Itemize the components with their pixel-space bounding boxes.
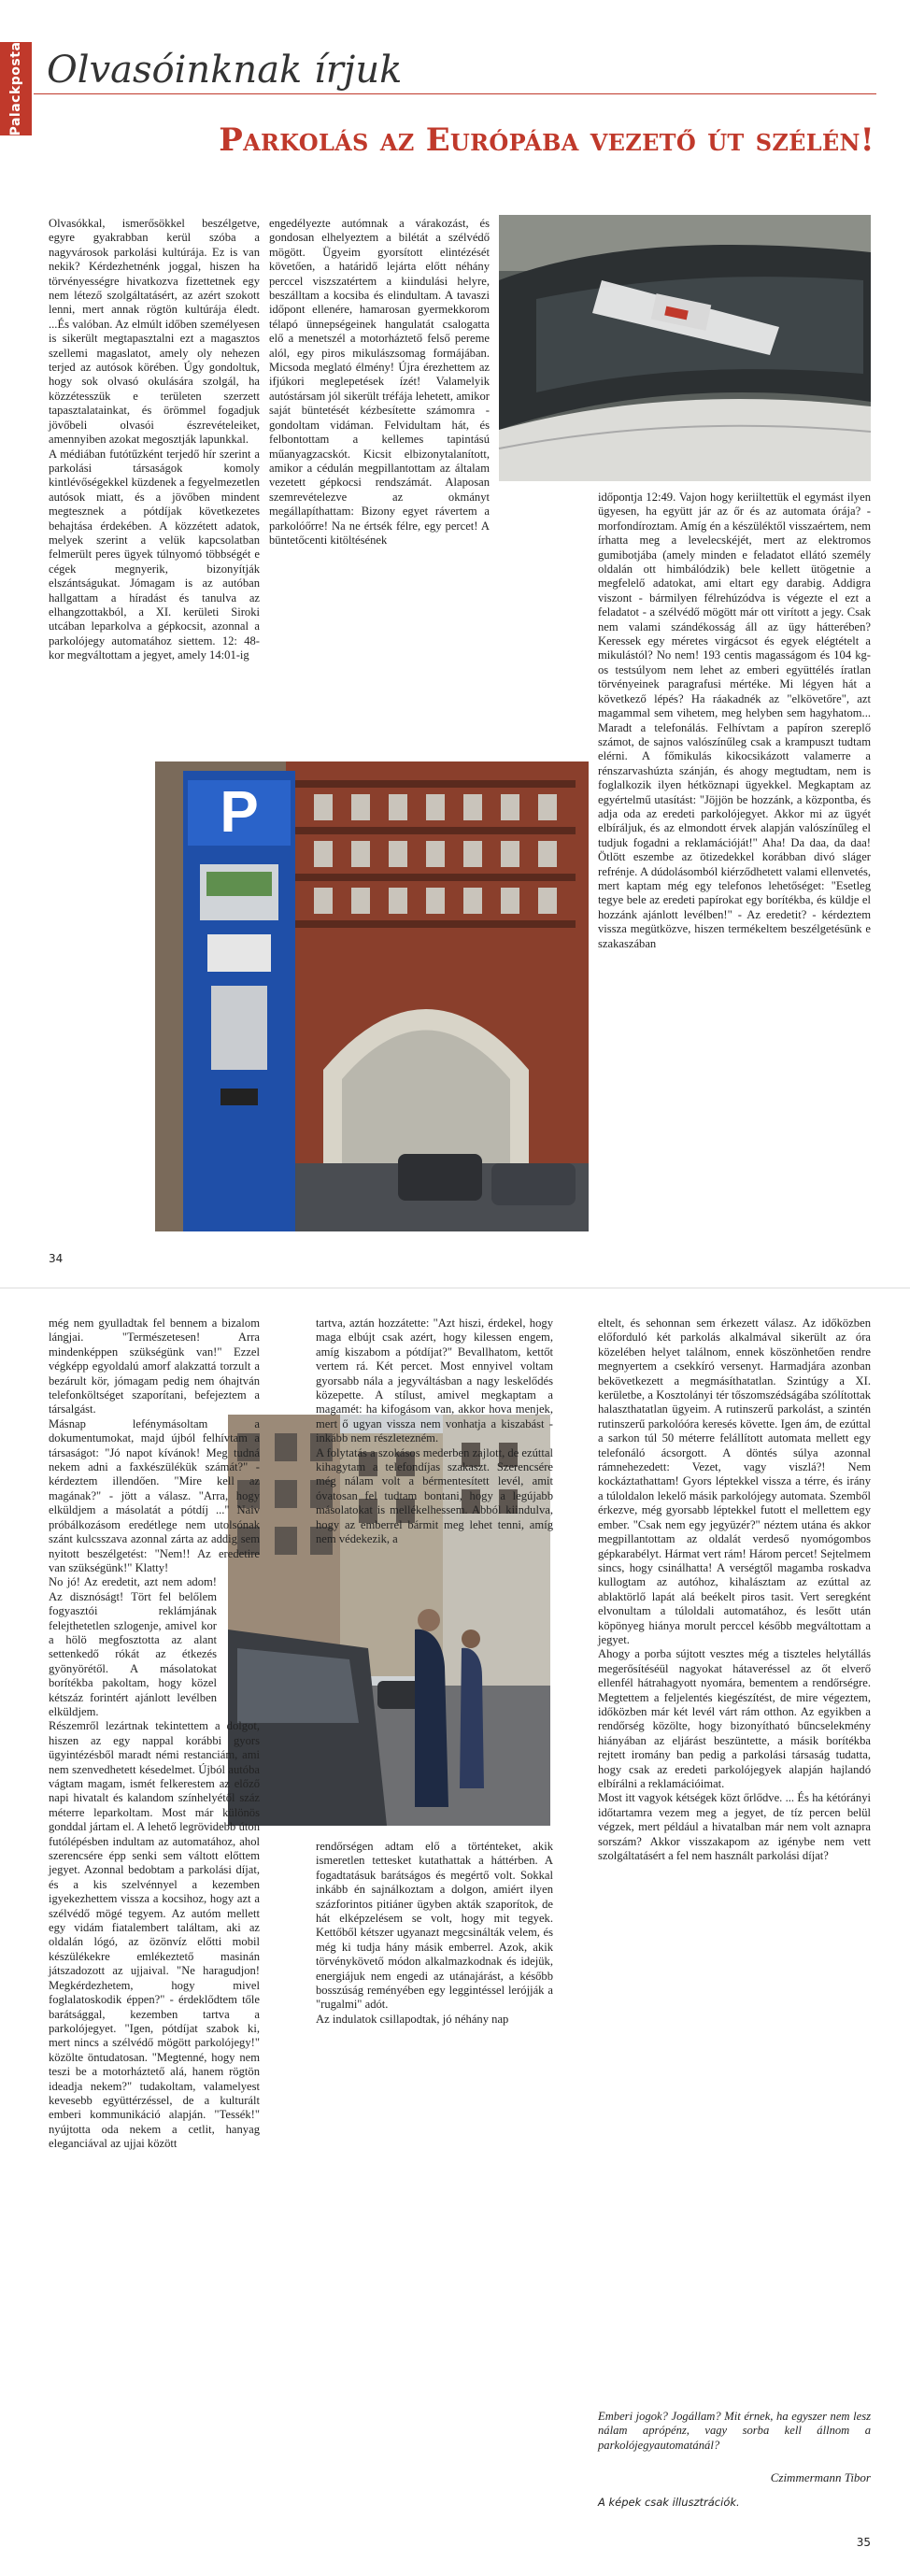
text-column-2-bottom: [316, 1840, 553, 2101]
paragraph: tartva, aztán hozzátette: "Azt hiszi, érdekel, hogy maga elbújt csak azért, hogy kilessen engem, amíg kiszabom a pótdíjat?" Bevallhatom, kettőt vertem rá. Két percet. Most ennyivel voltam gyorsabb nála a jegyváltásban a nagy leskelődés közepette. A stílust, amivel megkaptam a magamét: ha kifogásom van, akkor hova menjek, mert ő ugyan vissza nem vonhatja a kiszabást - inkább nem részletezném.: [316, 1316, 553, 1445]
text-column-2: [269, 217, 490, 755]
paragraph: még nem gyulladtak fel bennem a bizalom lángjai. "Természetesen! Arra mindenképpen szükségünk van!" Ezzel végképp egyoldalú amorf alakzattá torzult a bezárult kör, jómagam pedig nem óhajtván telefonköltséget szaporítani, befejeztem a társalgást.: [49, 1316, 260, 1416]
photo-caption: A képek csak illusztrációk.: [598, 2496, 740, 2509]
article-headline: Parkolás az Európába vezető út szélén!: [219, 121, 874, 159]
rubric-title: Olvasóinknak írjuk: [47, 49, 403, 92]
photo-windshield-ticket: [499, 215, 871, 481]
closing-question: Emberi jogok? Jogállam? Mit érnek, ha egyszer nem lesz nálam aprópénz, vagy sorba kell állnom a parkolójegyautomatánál?: [598, 2410, 871, 2452]
paragraph: Részemről lezártnak tekintettem a dolgot, hiszen az egy nappal korábbi gyors ügyintézésből maradt némi restanciám, ami nem szenvedhetett késedelmet. Újból autóba vágtam magam, ismét felkerestem az előző napi hivatalt és kalandom színhelyétől száz méterre leparkoltam. Most már különös gonddal jártam el. A lehető legrövidebb úton futólépésben indultam az automatához, ahol szerencsére épp senki sem váltott előttem jegyet. Azonnal bedobtam a parkolási díjat, és a kis szelvénnyel a kezemben igyekezhettem vissza a kocsihoz, hogy azt a szélvédő mögé tegyem. Az autóm mellett egy vidám fiatalembert találtam, aki az oldalán lógó, az özönvíz előtti mobil készülékekre emlékeztető masinán játszadozott az ujjaival. "Ne haragudjon! Megkérdezhetem, hogy mivel foglalatoskodik éppen?" - érdeklődtem tőle barátsággal, kezemben tartva a parkolójegyet. "Igen, pótdíjat szabok ki, mert nincs a szélvédő mögött parkolójegy!" közölte öntudatosan. "Megtenné, hogy nem teszi be a motorháztető alá, hanem rögtön ideadja nekem?" tudakoltam, valamelyest kevesebb együttérzéssel, de a kulturált emberi kommunikáció alapján. "Tessék!" nyújtotta oda nekem a cetlit, hanyag eleganciával az ujjai között: [49, 1719, 260, 2151]
paragraph: Ahogy a porba sújtott vesztes még a tiszteles helytállás megerősítéséül nagyokat hátaveréssel az őt elverő ellenfél hátrahagyott nyomára, bementem a rendőrségre. Megtettem a feljelentés kiegészítést, de mire végeztem, időközben már két levél várt rám otthon. Az egyikben a rendőrség közölte, hogy bizonyítható bűncselekmény hiányában az eljárást beszüntette, a másik borítékba rejtett iromány ban pedig a parkolási társaság tudatta, hogy csak az eredeti parkolójegyek alapján hajlandó elbírálni a reklamációimat.: [598, 1647, 871, 1790]
page-35: [0, 1288, 910, 2576]
paragraph: No jó! Az eredetit, azt nem adom! Az disznóságt! Tört fel belőlem fogyasztói reklámjának felejthetetlen szlogenje, amivel kor a hölö megfosztotta az alant settenkedő rókát az étkezés gyönyörétől. A másolatokat borítékba pakoltam, hogy közel kétszáz forintért ajánlott levélben elküldjem.: [49, 1575, 217, 1718]
rubric-divider: [34, 93, 876, 94]
paragraph: Olvasókkal, ismerősökkel beszélgetve, egyre gyakrabban kerül szóba a nagyvárosok parkolási kultúrája. Ez is van nekik? Kérdezhetnénk joggal, hiszen ha törvényességre hivatkozva fizettetnek egy nem létező szolgáltatásért, az azért szokott lenni, mert annak rögtön kultúrája éledt. ...És valóban. Az elmúlt időben személyesen is sikerült megtapasztalni ezt a magasztos szellemi magaslatot, amely oly nehezen terjed az autósok körében. Úgy gondoltuk, hogy sok olvasó okulására szolgál, ha közzétesszük e területen szerzett tapasztalatainkat, és örömmel fogadjuk jövőbeli olvasói észrevételeiket, amennyiben azokat megosztják lapunkkal.: [49, 217, 260, 447]
text-column-1: [49, 217, 260, 754]
paragraph: Másnap lefénymásoltam a dokumentumokat, majd újból felhívtam a társaságot: "Jó napot kívánok! Meg tudná nekem adni a faxkészülékük számát?" - kérdeztem illendően. "Mire kell az magának?" - jött a válasz. "Arra, hogy elküldjem a másolatát a pótdíj ..." Naiv próbálkozásom eredétlege nem utolsónak szánt kulcsszava azonnal zárta az addig sem nyitott beszélgetést: "Nem!! Az eredetire van szükségünk!" Klatty!: [49, 1416, 260, 1574]
photo-parking-meter: [155, 761, 589, 1231]
text-column-1: [49, 1316, 260, 2540]
text-column-3: [598, 1316, 871, 2405]
paragraph: Most itt vagyok kétségek közt őrlődve. ... És ha kétórányi időtartamra vezem meg a jegyet, de tíz percen belül végzek, mert például a hivatalban már nem volt aznapra sorszám? Akkor visszakapom az igénybe nem vett szolgáltatásért a fel nem használt parkolási díjat?: [598, 1791, 871, 1863]
paragraph: A médiában futótűzként terjedő hír szerint a parkolási társaságok komoly kintlévőségekkel küzdenek a fegyelmezetlen autósok miatt, és a jövőben mindent megtesznek a pótdíjak következetes behajtása érdekében. A közzétett adatok, melyek szerint a velük kapcsolatban felmerült peres ügyek túlnyomó többségét e cégek megnyerik, bizonyítják elszántságukat. Jómagam is az autóban hallgattam a híradást és tanulva az elhangzottakból, a XI. kerületi Siroki utcában leparkolva a gépkocsit, azonnal a parkolójegy automatához siettem. 12: 48-kor megváltottam a jegyet, amely 14:01-ig: [49, 447, 260, 662]
page-number: 34: [49, 1252, 64, 1265]
paragraph: engedélyezte autómnak a várakozást, és gondosan elhelyeztem a bilétát a szélvédő mögött. Ügyeim gyorsított elintézését követően, a határidő lejárta előtt néhány perccel viszszatértem a kiindulási helyre, beszálltam a kocsiba és elindultam. A tavaszi időpont ellenére, hamarosan gyermekkorom télapó ünnepségeinek hangulatát csalogatta elő a menetszél a motorháztető felső pereme alól, egy piros mikulászsomag formájában. Micsoda meglató élmény! Újra érezhettem az ifjúkori meglepetések ízét! Valamelyik autóstársam jól sikerült tréfája lehetett, amikor saját büntetését kézbesítette számomra - gondoltam vidáman. Felvidultam hát, és felbontottam a kellemes tapintású műanyagzacskót. Kicsit elbizonytalanított, amikor a cédulán megpillantottam az általam vezetett gépkocsi rendszámát. Alaposan szemrevételezve az okmányt megállapíthattam: Bizony egyet rávertem a parkolóőrre! Na ne értsék félre, egy percet! A büntetőcenti kitöltésének: [269, 217, 490, 547]
section-tab: [0, 42, 32, 135]
paragraph: eltelt, és sehonnan sem érkezett válasz. Az időközben előforduló két parkolás alkalmával sikerült az óra közelében helyet találnom, ennek köszönhetően rendre megnyertem a csekkíró versenyt. Harmadjára azonban bekövetkezett a megmásíthatatlan. Szintúgy a XI. kerületbe, a Kosztolányi tér tőszomszédságába szólítottak halaszthatatlan ügyeim. A rutinszerű parkolást, a szintén rutinszerű parkolóóra keresés követte. Igen ám, de ezúttal a sarkon túl 50 méterre felállított automata mellett egy telefonáló ácsorgott. A döntés súlya azonnal rámnehezedett: Vezet, vagy viszlá?! Nem kockáztathattam! Gyors léptekkel vissza a térre, és irány a túloldalon lekelő másik parkolójegy automata. Szemből érkezve, még gyorsabb léptekkel futott el mellettem egy ember. "Csak nem egy jegyüzér?" néztem utána és akkor megpillantottam az oldalát verdeső nyomógombos gépkarabélyt. Hármat vert rám! Három percet! Sejtelmem sincs, hogy csinálhatta! A verségtől magamba roskadva kullogtam az autóhoz, kihalásztam az ezúttal az ablaktörlő lapát alá beékelt piros tasit. Vert seregként elvonultam a túloldali automatához, és lesőtt után köpönyeg hiánya morult perccel később megváltottam a jegyet.: [598, 1316, 871, 1646]
paragraph: A folytatás a szokásos mederben zajlott, de ezúttal kihagytam a telefondíjas szakaszt. Szerencsére még nálam volt a bérmentesített levél, amit óvatosan fel tudtam bontani, hogy a legújabb másolatokat is mellékelhessem. Abból kiindulva, hogy az emberrel bármit meg lehet tenni, amíg nem védekezik, a: [316, 1445, 553, 1546]
paragraph: Az indulatok csillapodtak, jó néhány nap: [316, 2012, 509, 2026]
paragraph: időpontja 12:49. Vajon hogy keriiltettük el egymást ilyen ügyesen, ha együtt jár az őr és az automata órája? - morfondíroztam. Amíg én a készüléktől visszaértem, nem írhatta meg a levelecskéjét, mert az elektromos gumibotjába (amely minden e feladatot ellátó személy oldalán ott himbálódzik) bele kellett ütögetnie a megfelelő adatokat, ami eltart egy darabig. Addigra viszont - bármilyen félrehúzódva is végezte el ezt a feladatot - a szélvédő mögött már ott virított a jegy. Csak nem valami szándékosság áll az ügy hátterében? Keressek egy méretes virgácsot és egyek elégtételt a mikulástól? No nem! 193 centis magasságom és 104 kg-os testsúlyom nem lehet az emberi együttélés íratlan törvényeinek paragrafusi mértéke. Mi légyen hát a következő lépés? Ha ráakadnék az "elkövetőre", azt magammal sem vihetem, meg helyben sem hagyhatom... Maradt a telefonálás. Felhívtam a papíron szereplő számot, de sajnos valószínűleg csak a krampuszt tudtam elérni. A főmikulás kikocsikázott valamerre a rénszarvashúzta szánján, és ahogy megtudtam, nem is foglalkozik ilyen hétköznapi ügyekkel. Megkaptam az egyértelmű utasítást: "Jöjjön be hozzánk, a központba, és adja oda az eredeti parkolójegyet. Akkor mi az ügyét elbíráljuk, és az elmondott érvek alapján valószínűleg el tudjuk fogadni a reklamációját!" Aha! Da daa, da daa! Ötlött eszembe az ötizedekkel korábban divó sláger refrénje. A dúdolásomból kiérződhetett valami ellenvetés, mert kaptam még egy telefonos lehetőséget: "Esetleg tegye bele az eredeti papírokat egy borítékba, és küldje el hozzánk ajánlott levélben!" - Az eredetit? - kérdeztem vissza megütközve, hiszen termékeltem beszélgetésünk e szakaszában: [598, 491, 871, 950]
paragraph: rendőrségen adtam elő a történteket, akik ismeretlen tettesket kutathattak a háttérben. A fogadtatásuk barátságos és megértő volt. Sokkal inkább én sajnálkoztam a dolgon, amiért ilyen százforintos pitiáner ügyben akták szaporítok, de hát elképzelésem se volt, hogy mit tegyek. Kettőből kétszer ugyanazt megcsinálták velem, és még ki tudja hány másik emberrel. Azok, akik törvénykövető módon alkalmazkodnak és idejük, energiájuk nem engedi az utánajárást, a később bosszúság reményében egy leggintéssel lerójják a "rugalmi" adót.: [316, 1840, 553, 2012]
author-signature: Czimmermann Tibor: [770, 2470, 871, 2484]
text-column-2-top: [316, 1316, 553, 1546]
text-column-3: [598, 491, 871, 1243]
section-tab-label: Palackposta: [8, 41, 23, 136]
svg-text:P: P: [220, 780, 259, 845]
page-number: 35: [856, 2536, 871, 2549]
